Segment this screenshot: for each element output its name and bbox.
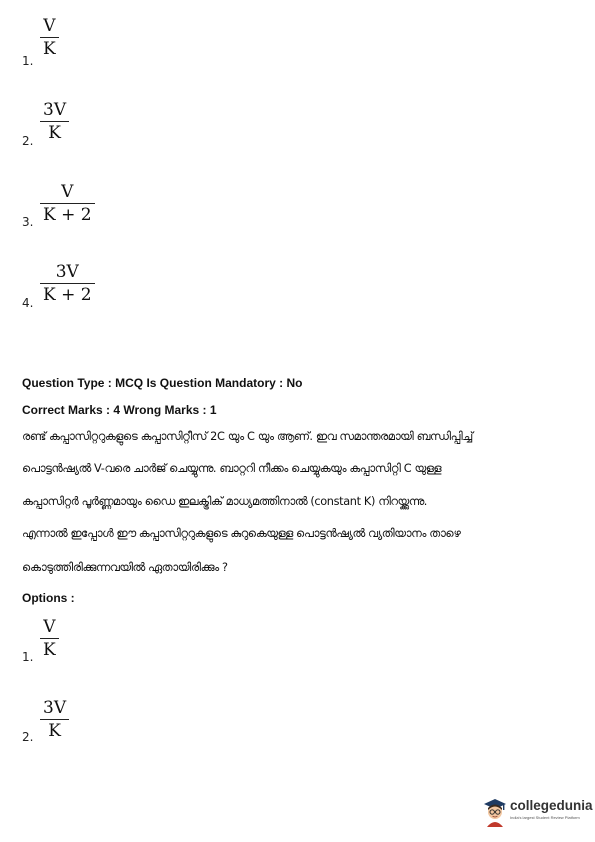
logo-brand: collegedunia [510,798,593,813]
fraction [40,698,69,741]
denominator: K [43,640,56,660]
question-line-3: കപ്പാസിറ്റർ പൂർണ്ണമായും ഡൈ ഇലക്ട്രിക് മാധ്യമത്തിനാൽ (constant K) നിറയ്ക്കുന്നു. [22,495,428,508]
student-mascot-icon [482,795,508,827]
fraction [40,262,95,305]
denominator: K [43,39,56,59]
question-line-5: കൊടുത്തിരിക്കുന്നവയിൽ ഏതായിരിക്കും ? [22,561,228,574]
logo-tagline: India's largest Student Review Platform [510,815,580,820]
denominator: K [48,123,61,143]
fraction [40,617,59,660]
question-line-1: രണ്ട് കപ്പാസിറ്ററുകളുടെ കപ്പാസിറ്റീസ് 2C യും C യും ആണ്. ഇവ സമാന്തരമായി ബന്ധിപ്പിച്ച് [22,430,473,443]
marks-line: Correct Marks : 4 Wrong Marks : 1 [22,403,217,417]
question-type-line: Question Type : MCQ Is Question Mandatory : No [22,376,303,390]
question-line-4: എന്നാൽ ഇപ്പോൾ ഈ കപ്പാസിറ്ററുകളുടെ കുറുകെയുള്ള പൊട്ടൻഷ്യൽ വ്യതിയാനം താഴെ [22,527,461,540]
numerator: 3V [40,100,69,122]
collegedunia-logo [482,795,593,829]
numerator: V [40,16,59,38]
options-label: Options : [22,591,75,605]
fraction [40,182,95,225]
fraction [40,16,59,59]
numerator: V [40,617,59,639]
denominator: K + 2 [43,285,92,305]
denominator: K + 2 [43,205,92,225]
numerator: 3V [40,262,95,284]
numerator: V [40,182,95,204]
question-line-2: പൊട്ടൻഷ്യൽ V-വരെ ചാർജ് ചെയ്യുന്നു. ബാറ്ററി നീക്കം ചെയ്യുകയും കപ്പാസിറ്റി C യുള്ള [22,462,441,475]
numerator: 3V [40,698,69,720]
denominator: K [48,721,61,741]
fraction [40,100,69,143]
